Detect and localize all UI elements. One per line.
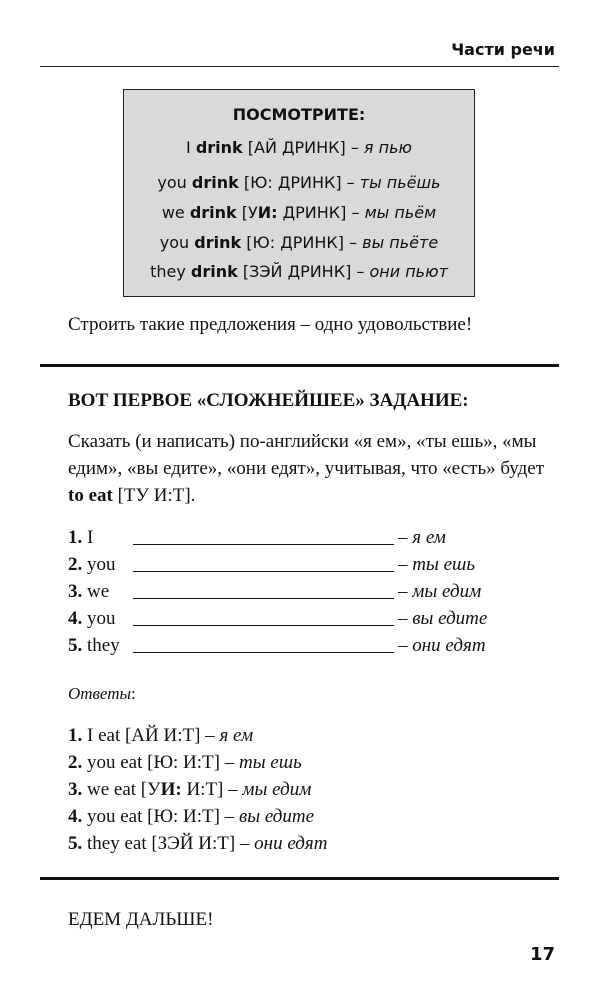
page-number: 17 xyxy=(529,944,555,965)
exercise-row: 4. you – вы едите xyxy=(68,608,488,629)
answer-row: 3. we eat [УИ: И:Т] – мы едим xyxy=(68,779,312,800)
answer-blank-line xyxy=(133,571,394,572)
exercise-row: 5. they – они едят xyxy=(68,635,486,656)
exercise-row: 2. you – ты ешь xyxy=(68,554,476,575)
section-rule xyxy=(40,364,559,367)
box-line: they drink [ЗЭЙ ДРИНК] – они пьют xyxy=(150,262,448,281)
running-header: Части речи xyxy=(451,40,555,59)
answer-blank-line xyxy=(133,625,394,626)
box-line: you drink [Ю: ДРИНК] – вы пьёте xyxy=(159,233,439,252)
answer-row: 4. you eat [Ю: И:Т] – вы едите xyxy=(68,806,315,827)
section-rule xyxy=(40,877,559,880)
example-box xyxy=(123,89,475,297)
intro-text: Строить такие предложения – одно удовольствие! xyxy=(68,314,473,335)
answers-label: Ответы: xyxy=(68,684,136,703)
box-line: I drink [АЙ ДРИНК] – я пью xyxy=(186,138,412,157)
box-title: ПОСМОТРИТЕ: xyxy=(232,105,366,124)
task-heading: ВОТ ПЕРВОЕ «СЛОЖНЕЙШЕЕ» ЗАДАНИЕ: xyxy=(68,390,469,411)
header-rule xyxy=(40,66,559,67)
exercise-row: 1. I – я ем xyxy=(68,527,446,548)
answer-blank-line xyxy=(133,652,394,653)
answer-row: 2. you eat [Ю: И:Т] – ты ешь xyxy=(68,752,302,773)
answer-row: 5. they eat [ЗЭЙ И:Т] – они едят xyxy=(68,833,328,854)
box-line: you drink [Ю: ДРИНК] – ты пьёшь xyxy=(157,173,441,192)
footer-text: ЕДЕМ ДАЛЬШЕ! xyxy=(68,909,214,930)
task-text: Сказать (и написать) по-английски «я ем», «ты ешь», «мы едим», «вы едите», «они едят», учитывая, что «есть» будет to eat [ТУ И:Т]. xyxy=(68,431,545,506)
answer-blank-line xyxy=(133,544,394,545)
exercise-row: 3. we – мы едим xyxy=(68,581,482,602)
box-line: we drink [УИ: ДРИНК] – мы пьём xyxy=(161,203,437,222)
answer-row: 1. I eat [АЙ И:Т] – я ем xyxy=(68,725,254,746)
answer-blank-line xyxy=(133,598,394,599)
